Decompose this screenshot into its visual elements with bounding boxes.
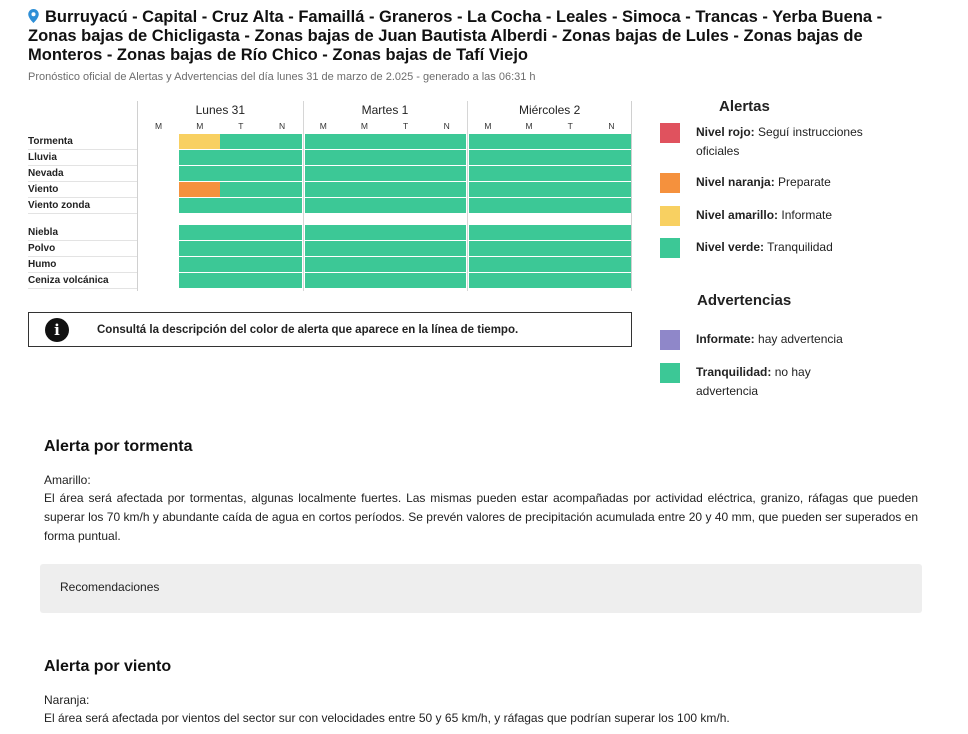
day-header: Miércoles 2 [518,103,581,117]
alert-timeline [28,101,632,291]
timeline-cell [179,257,221,272]
info-box [28,312,632,347]
legend-advertencias-title: Advertencias [697,292,792,309]
timeline-cell [467,225,509,240]
legend-swatch [660,123,680,143]
period-label: N [608,121,615,131]
timeline-cell [550,257,592,272]
legend-name: Informate: [696,332,755,346]
timeline-cell [385,273,427,288]
legend-item-informate [660,330,920,350]
timeline-cell [220,225,262,240]
timeline-row-label: Niebla [28,225,138,241]
timeline-cell [591,225,633,240]
timeline-cell [385,150,427,165]
timeline-cell [179,273,221,288]
timeline-cell [426,166,468,181]
legend-swatch [660,206,680,226]
legend-item-verde [660,238,920,258]
timeline-cell [344,134,386,149]
alert-level-label: Naranja: [44,693,90,707]
legend-item-amarillo [660,206,920,226]
timeline-cell [591,134,633,149]
alert-description: El área será afectada por tormentas, algunas localmente fuertes. Las mismas pueden estar acompañadas por actividad eléctrica, granizo, ráfagas que pueden superar los 70 km/h y abundante caída de agua en cortos períodos. Se prevén valores de precipitación acumulada entre 20 y 40 mm, que pueden ser superados en forma puntual. [44,491,918,543]
alert-description: El área será afectada por vientos del sector sur con velocidades entre 50 y 65 km/h, y ráfagas que podrían superar los 100 km/h. [44,711,730,725]
alert-level-label: Amarillo: [44,473,91,487]
timeline-cell [509,257,551,272]
timeline-cell [509,225,551,240]
timeline-cell [385,134,427,149]
timeline-cell [509,273,551,288]
timeline-cell [220,166,262,181]
timeline-cell [262,225,304,240]
legend-desc: Seguí instrucciones oficiales [696,125,863,158]
timeline-cell [591,150,633,165]
timeline-cell [467,257,509,272]
timeline-cell [509,166,551,181]
timeline-cell [509,182,551,197]
day-divider [467,101,468,291]
period-label: T [238,121,244,131]
timeline-cell [385,225,427,240]
legend-swatch [660,330,680,350]
timeline-row-label: Lluvia [28,150,138,166]
period-label: T [567,121,573,131]
period-label: M [360,121,368,131]
section-title-viento: Alerta por viento [44,658,172,675]
timeline-cell [385,182,427,197]
timeline-cell [509,198,551,213]
period-label: M [525,121,533,131]
timeline-cell [303,257,345,272]
legend-item-naranja [660,173,920,193]
legend-item-rojo [660,123,920,161]
timeline-cell [220,241,262,256]
timeline-cell [426,198,468,213]
timeline-cell [179,241,221,256]
legend-desc: Tranquilidad [767,240,833,254]
legend-desc: Informate [781,208,833,222]
timeline-cell [467,150,509,165]
timeline-cell [550,182,592,197]
timeline-cell [426,182,468,197]
day-divider [137,101,138,291]
day-header: Lunes 31 [195,103,246,117]
timeline-cell [262,273,304,288]
timeline-days [138,101,632,119]
timeline-cell [467,241,509,256]
timeline-cell [220,198,262,213]
legend-name: Nivel verde: [696,240,765,254]
timeline-cell [426,225,468,240]
period-label: N [443,121,450,131]
timeline-cell [344,241,386,256]
timeline-cell [303,241,345,256]
timeline-cell [344,273,386,288]
timeline-cell [550,134,592,149]
timeline-cell [179,225,221,240]
timeline-cell [303,198,345,213]
timeline-row-label: Ceniza volcánica [28,273,138,289]
timeline-cell [344,182,386,197]
timeline-cell [385,241,427,256]
timeline-cell [591,273,633,288]
legend-desc: hay advertencia [758,332,843,346]
legend-desc: Preparate [778,175,831,189]
timeline-row-label: Polvo [28,241,138,257]
page-header [28,8,928,83]
timeline-cell [179,182,221,197]
timeline-cell [303,273,345,288]
recommendations-label: Recomendaciones [60,580,160,594]
timeline-cell [467,182,509,197]
timeline-cell [262,150,304,165]
timeline-cell [385,198,427,213]
timeline-cell [303,150,345,165]
timeline-cell [179,150,221,165]
timeline-row-label: Viento zonda [28,198,138,214]
timeline-cell [344,198,386,213]
legend-alertas-title: Alertas [719,98,770,115]
timeline-cell [220,182,262,197]
timeline-cell [262,182,304,197]
legend-swatch [660,173,680,193]
timeline-row-label: Nevada [28,166,138,182]
timeline-cell [220,150,262,165]
legend-item-tranquilidad [660,363,920,401]
timeline-cell [591,166,633,181]
legend-desc: no hay advertencia [696,365,811,398]
timeline-cell [550,273,592,288]
timeline-periods [138,120,632,132]
timeline-cell [179,134,221,149]
timeline-cell [426,150,468,165]
day-divider [303,101,304,291]
period-label: T [402,121,409,131]
recommendations-toggle[interactable] [40,564,922,613]
timeline-cell [344,257,386,272]
timeline-cell [426,134,468,149]
timeline-cell [426,257,468,272]
timeline-cell [385,166,427,181]
timeline-cell [303,225,345,240]
period-label: M [196,121,204,131]
timeline-cell [344,225,386,240]
timeline-cell [550,241,592,256]
page-title: Burruyacú - Capital - Cruz Alta - Famaillá - Graneros - La Cocha - Leales - Simoca - Trancas - Yerba Buena - Zonas bajas de Chicligasta - Zonas bajas de Juan Bautista Alberdi - Zonas bajas de Lules - Zonas bajas de Monteros - Zonas bajas de Río Chico - Zonas bajas de Tafí Viejo [28,8,883,64]
timeline-cell [550,225,592,240]
period-label: M [484,121,492,131]
location-pin-icon [28,9,39,23]
legend-name: Tranquilidad: [696,365,772,379]
section-title-tormenta: Alerta por tormenta [44,438,193,455]
day-divider [631,101,632,291]
legend-name: Nivel rojo: [696,125,755,139]
timeline-cell [262,166,304,181]
timeline-cell [220,134,262,149]
period-label: M [319,121,327,131]
timeline-cell [179,166,221,181]
legend-swatch [660,363,680,383]
timeline-cell [262,134,304,149]
timeline-cell [591,182,633,197]
period-label: N [279,121,286,131]
timeline-cell [262,198,304,213]
timeline-cell [467,166,509,181]
timeline-cell [426,241,468,256]
timeline-cell [220,273,262,288]
legend-name: Nivel amarillo: [696,208,779,222]
timeline-cell [303,134,345,149]
timeline-cell [550,166,592,181]
page-subtitle: Pronóstico oficial de Alertas y Advertencias del día lunes 31 de marzo de 2.025 - generado a las 06:31 h [28,71,536,83]
period-label: M [155,121,163,131]
timeline-cell [509,134,551,149]
timeline-cell [467,198,509,213]
timeline-cell [344,166,386,181]
timeline-cell [591,241,633,256]
timeline-cell [303,182,345,197]
timeline-row-label: Viento [28,182,138,198]
timeline-cell [467,273,509,288]
legend-name: Nivel naranja: [696,175,775,189]
timeline-cell [262,241,304,256]
timeline-cell [220,257,262,272]
timeline-row-label: Humo [28,257,138,273]
timeline-cell [344,150,386,165]
day-header: Martes 1 [361,103,409,117]
timeline-cell [467,134,509,149]
timeline-row-label: Tormenta [28,134,138,150]
timeline-cell [591,257,633,272]
timeline-cell [179,198,221,213]
timeline-cell [509,150,551,165]
timeline-cell [509,241,551,256]
timeline-cell [385,257,427,272]
timeline-cell [426,273,468,288]
legend-swatch [660,238,680,258]
timeline-cell [591,198,633,213]
timeline-cell [550,150,592,165]
timeline-cell [550,198,592,213]
timeline-cell [262,257,304,272]
info-icon: i [45,318,69,342]
timeline-cell [303,166,345,181]
info-text: Consultá la descripción del color de alerta que aparece en la línea de tiempo. [97,323,519,336]
